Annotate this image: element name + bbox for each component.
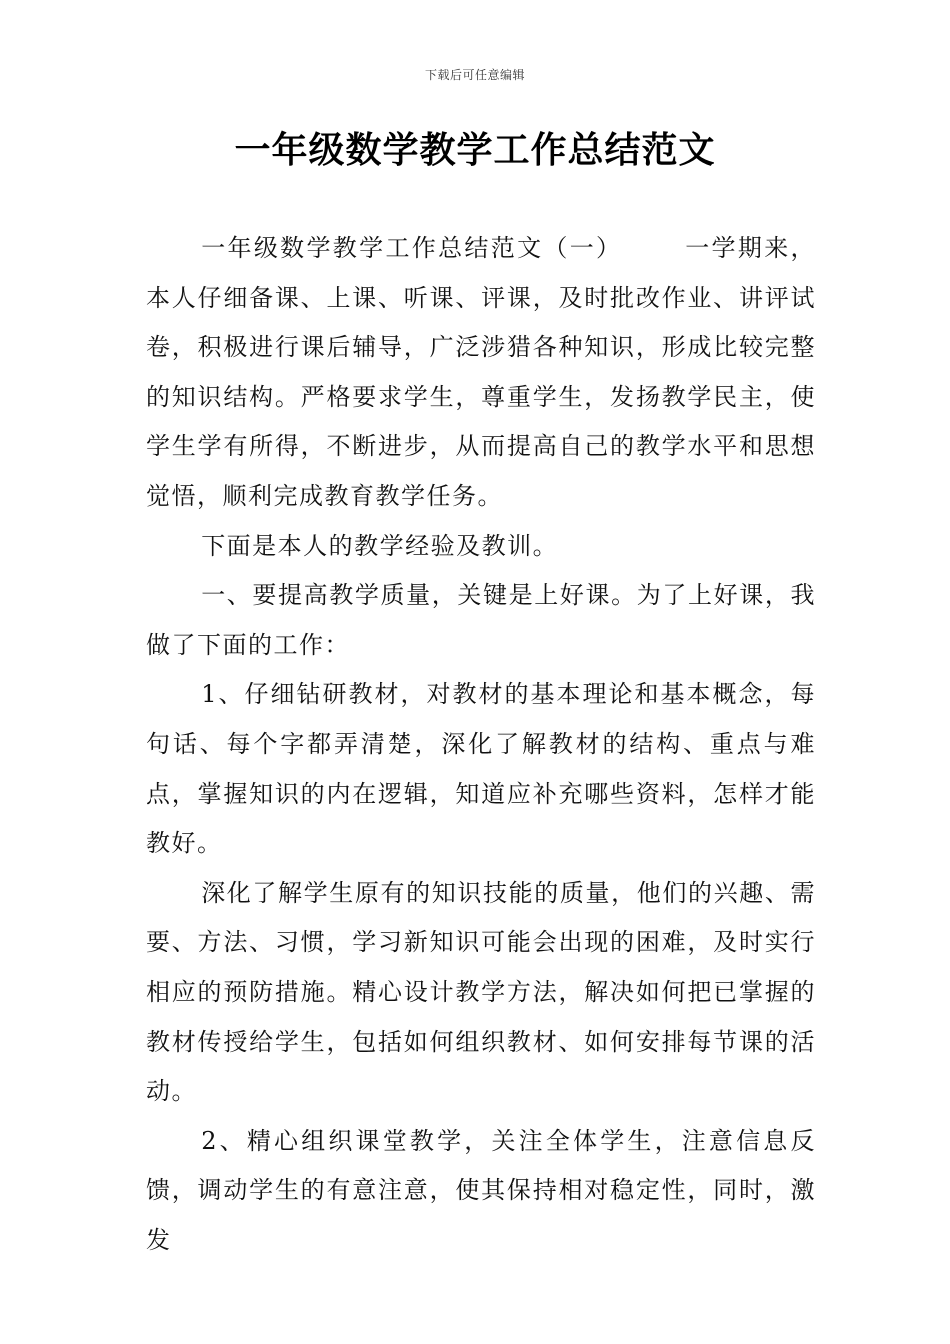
paragraph-understand-students: 深化了解学生原有的知识技能的质量，他们的兴趣、需要、方法、习惯，学习新知识可能会出现的困难，及时实行相应的预防措施。精心设计教学方法，解决如何把已掌握的教材传授给学生，包括如何组织教材、如何安排每节课的活动。: [146, 878, 816, 1106]
header-note: 下载后可任意编辑: [424, 68, 525, 82]
paragraph-section-one: 一、要提高教学质量，关键是上好课。为了上好课，我做了下面的工作：: [146, 581, 816, 659]
paragraph-item-one: 1、仔细钻研教材，对教材的基本理论和基本概念，每句话、每个字都弄清楚，深化了解教材的结构、重点与难点，掌握知识的内在逻辑，知道应补充哪些资料，怎样才能教好。: [146, 680, 816, 858]
paragraph-experience-intro: 下面是本人的教学经验及教训。: [201, 531, 559, 560]
document-body: [146, 224, 816, 1265]
intro-text: 一学期来，本人仔细备课、上课、听课、评课，及时批改作业、讲评试卷，积极进行课后辅导，广泛涉猎各种知识，形成比较完整的知识结构。严格要求学生，尊重学生，发扬教学民主，使学生学有所得，不断进步，从而提高自己的教学水平和思想觉悟，顺利完成教育教学任务。: [146, 234, 817, 510]
document-title: 一年级数学教学工作总结范文: [234, 129, 716, 171]
intro-paragraph: [146, 224, 816, 522]
paragraph-item-two: 2、精心组织课堂教学，关注全体学生，注意信息反馈，调动学生的有意注意，使其保持相对稳定性，同时，激发: [146, 1126, 816, 1254]
intro-heading: 一年级数学教学工作总结范文（一）: [201, 234, 623, 262]
